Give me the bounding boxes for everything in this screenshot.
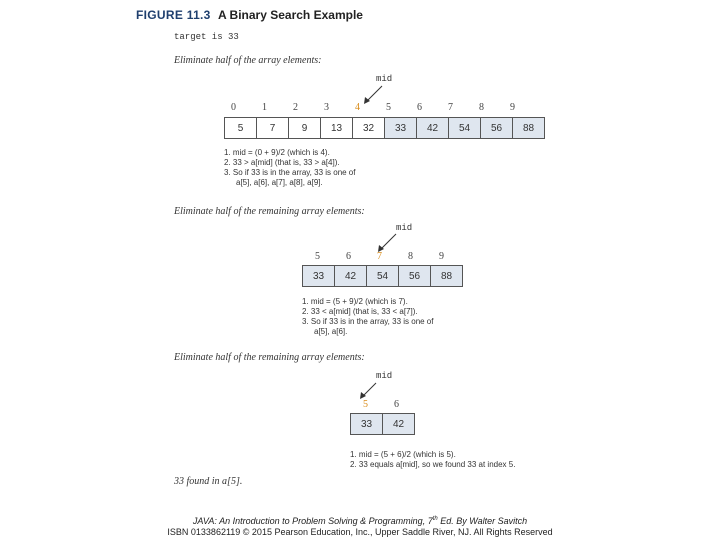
section1-index-2: 2 <box>293 102 298 113</box>
section1-cell-3: 13 <box>321 118 353 139</box>
section2-cell-6: 42 <box>335 266 367 287</box>
section1-cell-1: 7 <box>257 118 289 139</box>
section3-heading: Eliminate half of the remaining array elements: <box>174 352 365 363</box>
footer-line1 <box>0 513 720 527</box>
section1-cell-5: 33 <box>385 118 417 139</box>
section3-steps <box>350 450 515 470</box>
section1-array <box>224 117 545 139</box>
section1-cell-7: 54 <box>449 118 481 139</box>
figure-title: A Binary Search Example <box>218 8 363 22</box>
footer-book-title: JAVA: An Introduction to Problem Solving & Programming, 7 <box>192 516 433 526</box>
section1-index-5: 5 <box>386 102 391 113</box>
section1-cell-0: 5 <box>225 118 257 139</box>
section1-step-3: 3. So if 33 is in the array, 33 is one of <box>224 168 356 177</box>
section3-mid-arrow <box>354 381 384 401</box>
section3-array <box>350 413 415 435</box>
target-text: target is 33 <box>174 32 239 42</box>
footer-author: Ed. By Walter Savitch <box>437 516 528 526</box>
section2-cell-8: 56 <box>399 266 431 287</box>
section3-cell-6: 42 <box>383 414 415 435</box>
section2-cell-9: 88 <box>431 266 463 287</box>
section2-mid-label: mid <box>396 223 413 233</box>
section2-index-6: 6 <box>346 251 351 262</box>
section1-cell-9: 88 <box>513 118 545 139</box>
section1-index-1: 1 <box>262 102 267 113</box>
section1-step-1: 1. mid = (0 + 9)/2 (which is 4). <box>224 148 330 157</box>
section2-cell-5: 33 <box>303 266 335 287</box>
section2-step-4: a[5], a[6]. <box>314 327 348 336</box>
section1-step-2: 2. 33 > a[mid] (that is, 33 > a[4]). <box>224 158 340 167</box>
section2-step-2: 2. 33 < a[mid] (that is, 33 < a[7]). <box>302 307 418 316</box>
section1-index-3: 3 <box>324 102 329 113</box>
section1-index-6: 6 <box>417 102 422 113</box>
section1-cell-6: 42 <box>417 118 449 139</box>
section1-mid-label: mid <box>376 74 393 84</box>
section2-heading: Eliminate half of the remaining array elements: <box>174 206 365 217</box>
result-text: 33 found in a[5]. <box>174 476 243 487</box>
section2-cell-7: 54 <box>367 266 399 287</box>
section1-index-7: 7 <box>448 102 453 113</box>
section1-cell-4: 32 <box>353 118 385 139</box>
section3-index-row <box>350 399 412 410</box>
section1-index-9: 9 <box>510 102 515 113</box>
section1-cell-8: 56 <box>481 118 513 139</box>
section1-step-4: a[5], a[6], a[7], a[8], a[9]. <box>236 178 323 187</box>
section1-steps <box>224 148 355 188</box>
figure-number: FIGURE 11.3 <box>136 8 211 22</box>
section1-index-row <box>218 102 528 113</box>
section2-index-8: 8 <box>408 251 413 262</box>
section3-step-2: 2. 33 equals a[mid], so we found 33 at index 5. <box>350 460 516 469</box>
section2-index-row <box>302 251 457 262</box>
section2-index-5: 5 <box>315 251 320 262</box>
section2-index-7: 7 <box>377 251 382 262</box>
section1-index-4: 4 <box>355 102 360 113</box>
section2-step-3: 3. So if 33 is in the array, 33 is one of <box>302 317 434 326</box>
section2-step-1: 1. mid = (5 + 9)/2 (which is 7). <box>302 297 408 306</box>
section1-cell-2: 9 <box>289 118 321 139</box>
section2-steps <box>302 297 433 337</box>
section1-heading: Eliminate half of the array elements: <box>174 55 322 66</box>
section3-index-6: 6 <box>394 399 399 410</box>
section1-index-8: 8 <box>479 102 484 113</box>
footer-sup: th <box>432 516 438 522</box>
section3-index-5: 5 <box>363 399 368 410</box>
section2-index-9: 9 <box>439 251 444 262</box>
footer-line2: ISBN 0133862119 © 2015 Pearson Education, Inc., Upper Saddle River, NJ. All Rights Reserved <box>167 527 553 537</box>
section3-mid-label: mid <box>376 371 393 381</box>
section3-step-1: 1. mid = (5 + 6)/2 (which is 5). <box>350 450 456 459</box>
section2-array <box>302 265 463 287</box>
section3-cell-5: 33 <box>351 414 383 435</box>
section1-index-0: 0 <box>231 102 236 113</box>
